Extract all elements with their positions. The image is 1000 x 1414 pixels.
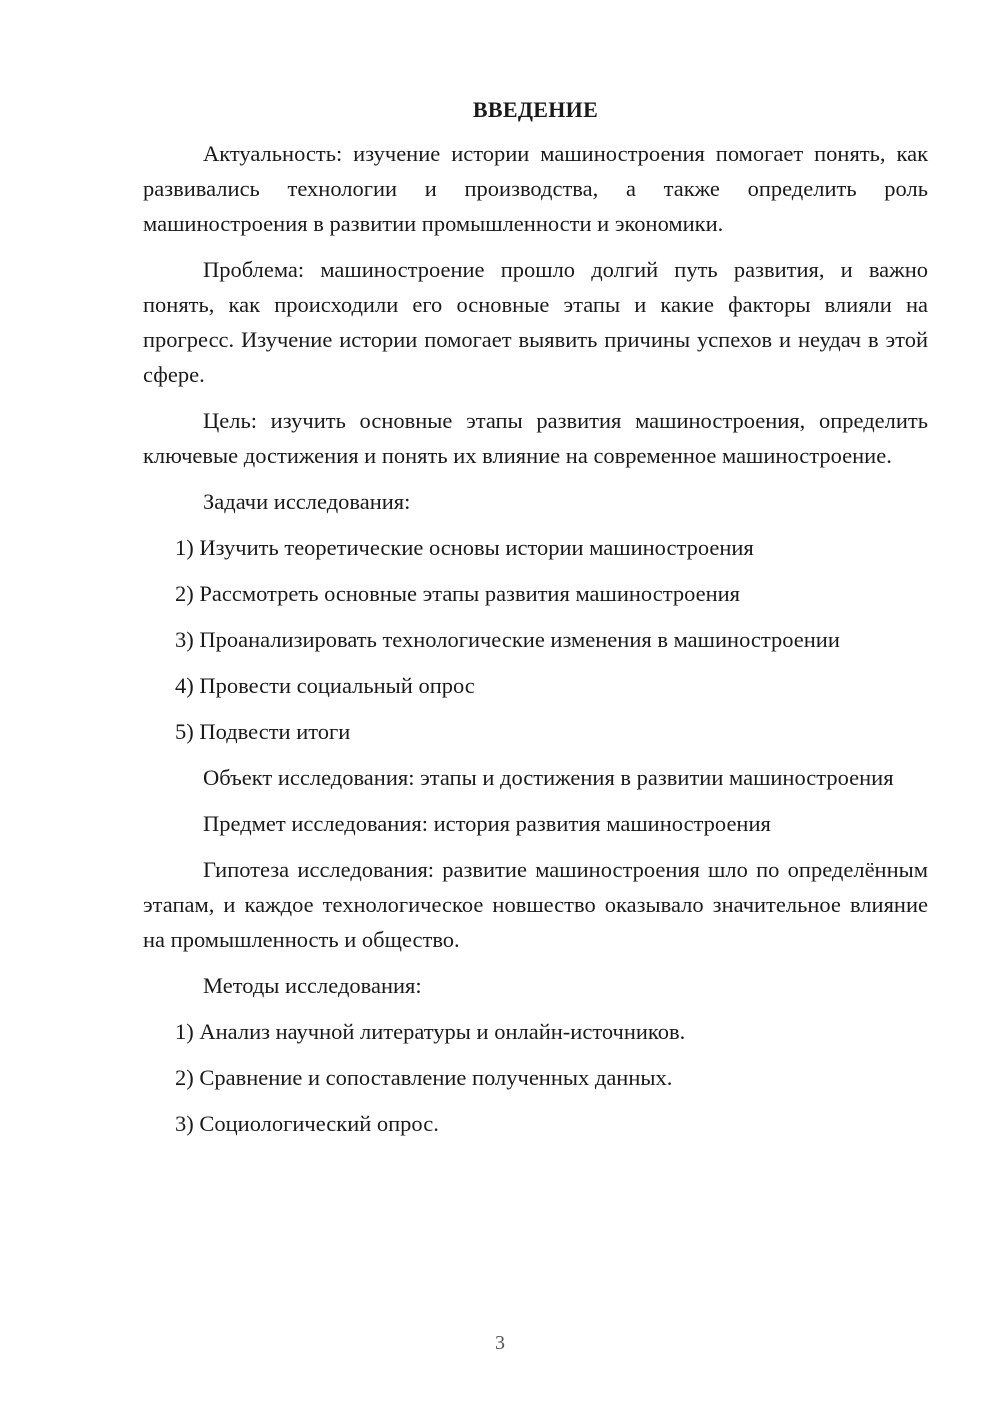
problem-paragraph: Проблема: машиностроение прошло долгий путь развития, и важно понять, как происходили его основные этапы и какие факторы влияли на прогресс. Изучение истории помогает выявить причины успехов и неудач в этой сфере. (143, 257, 928, 387)
task-item: 2) Рассмотреть основные этапы развития машиностроения (175, 581, 741, 606)
task-item: 4) Провести социальный опрос (175, 673, 475, 698)
methods-title: Методы исследования: (203, 973, 422, 998)
relevance-paragraph: Актуальность: изучение истории машиностроения помогает понять, как развивались технологии и производства, а также определить роль машиностроения в развитии промышленности и экономики. (143, 141, 928, 236)
goal-paragraph: Цель: изучить основные этапы развития машиностроения, определить ключевые достижения и понять их влияние на современное машиностроение. (143, 408, 928, 468)
tasks-title: Задачи исследования: (203, 489, 411, 514)
page-number: 3 (495, 1332, 505, 1354)
method-item: 2) Сравнение и сопоставление полученных данных. (175, 1065, 673, 1090)
method-item: 1) Анализ научной литературы и онлайн-источников. (175, 1019, 686, 1044)
task-item: 5) Подвести итоги (175, 719, 351, 744)
method-item: 3) Социологический опрос. (175, 1111, 439, 1136)
task-item: 1) Изучить теоретические основы истории машиностроения (175, 535, 754, 560)
subject-paragraph: Предмет исследования: история развития машиностроения (203, 811, 771, 836)
hypothesis-paragraph: Гипотеза исследования: развитие машиностроения шло по определённым этапам, и каждое технологическое новшество оказывало значительное влияние на промышленность и общество. (143, 857, 928, 952)
page-content (143, 94, 928, 1152)
object-paragraph: Объект исследования: этапы и достижения в развитии машиностроения (203, 765, 894, 790)
page-title: ВВЕДЕНИЕ (472, 97, 599, 122)
task-item: 3) Проанализировать технологические изменения в машиностроении (175, 627, 840, 652)
